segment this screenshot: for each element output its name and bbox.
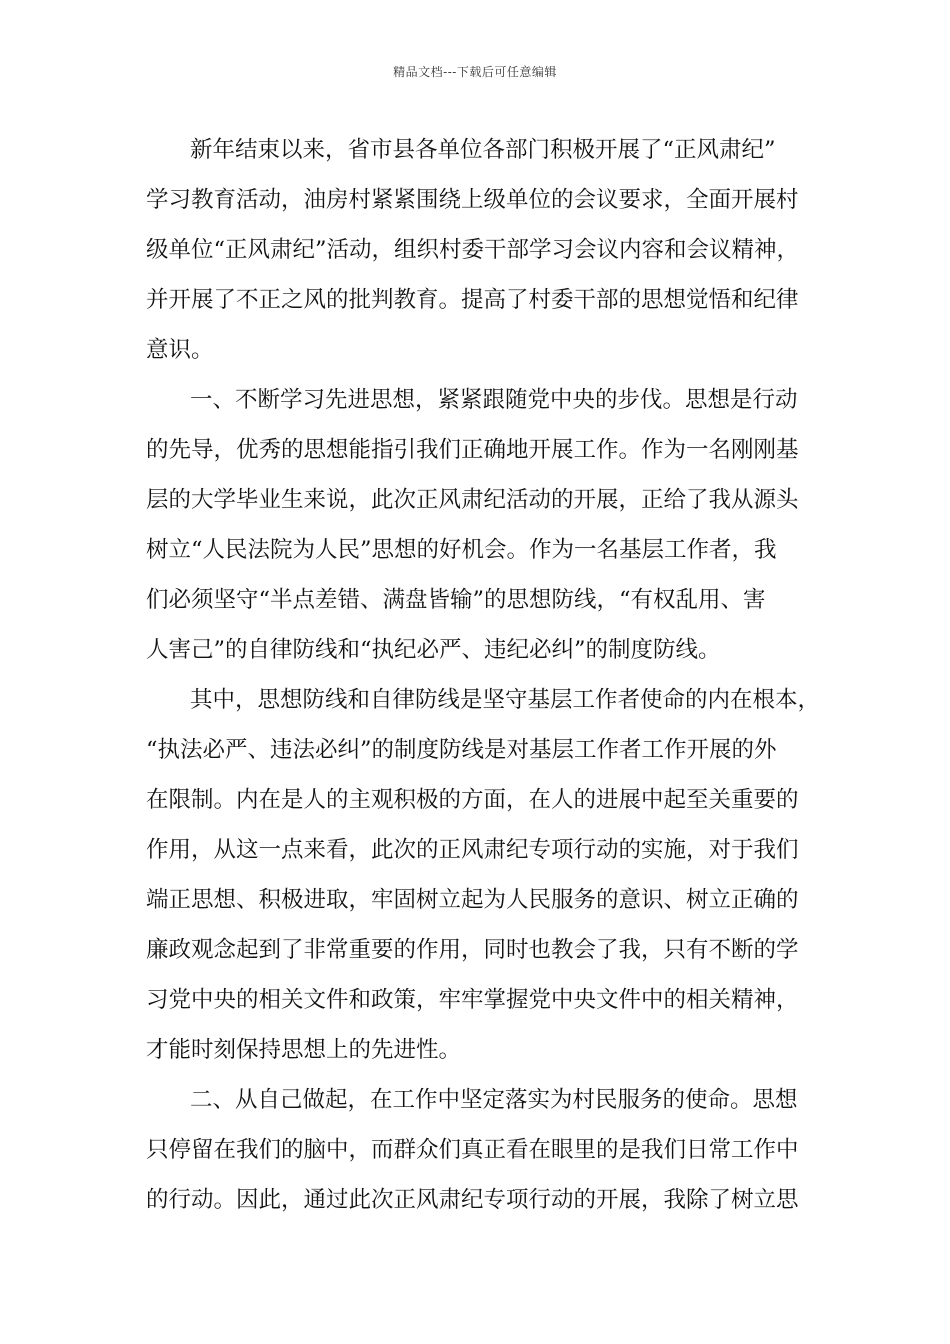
text-line: 习党中央的相关文件和政策，牢牢掌握党中央文件中的相关精神， [146,987,799,1013]
text-line: 其中，思想防线和自律防线是坚守基层工作者使命的内在根本， [190,687,821,713]
text-line: 们必须坚守“半点差错、满盘皆输”的思想防线，“有权乱用、害 [146,587,766,613]
text-line: 并开展了不正之风的批判教育。提高了村委干部的思想觉悟和纪律 [146,287,799,313]
text-line: 人害己”的自律防线和“执纪必严、违纪必纠”的制度防线。 [146,637,721,663]
text-line: 新年结束以来，省市县各单位各部门积极开展了“正风肃纪” [190,137,776,163]
text-line: “执法必严、违法必纠”的制度防线是对基层工作者工作开展的外 [146,737,777,763]
text-line: 二、从自己做起，在工作中坚定落实为村民服务的使命。思想 [190,1087,798,1113]
text-line: 的先导，优秀的思想能指引我们正确地开展工作。作为一名刚刚基 [146,437,799,463]
text-line: 廉政观念起到了非常重要的作用，同时也教会了我，只有不断的学 [146,937,799,963]
text-line: 只停留在我们的脑中，而群众们真正看在眼里的是我们日常工作中 [146,1137,799,1163]
text-line: 学习教育活动，油房村紧紧围绕上级单位的会议要求，全面开展村 [146,187,799,213]
text-line: 层的大学毕业生来说，此次正风肃纪活动的开展，正给了我从源头 [146,487,799,513]
text-line: 树立“人民法院为人民”思想的好机会。作为一名基层工作者，我 [146,537,777,563]
text-line: 一、不断学习先进思想，紧紧跟随党中央的步伐。思想是行动 [190,387,798,413]
text-line: 在限制。内在是人的主观积极的方面，在人的进展中起至关重要的 [146,787,799,813]
page-header: 精品文档---下载后可任意编辑 [393,65,557,79]
text-line: 级单位“正风肃纪”活动，组织村委干部学习会议内容和会议精神， [146,237,800,263]
text-line: 意识。 [146,337,214,363]
text-line: 端正思想、积极进取，牢固树立起为人民服务的意识、树立正确的 [146,887,799,913]
text-line: 作用，从这一点来看，此次的正风肃纪专项行动的实施，对于我们 [146,837,799,863]
text-line: 才能时刻保持思想上的先进性。 [146,1037,462,1063]
text-line: 的行动。因此，通过此次正风肃纪专项行动的开展，我除了树立思 [146,1187,799,1213]
